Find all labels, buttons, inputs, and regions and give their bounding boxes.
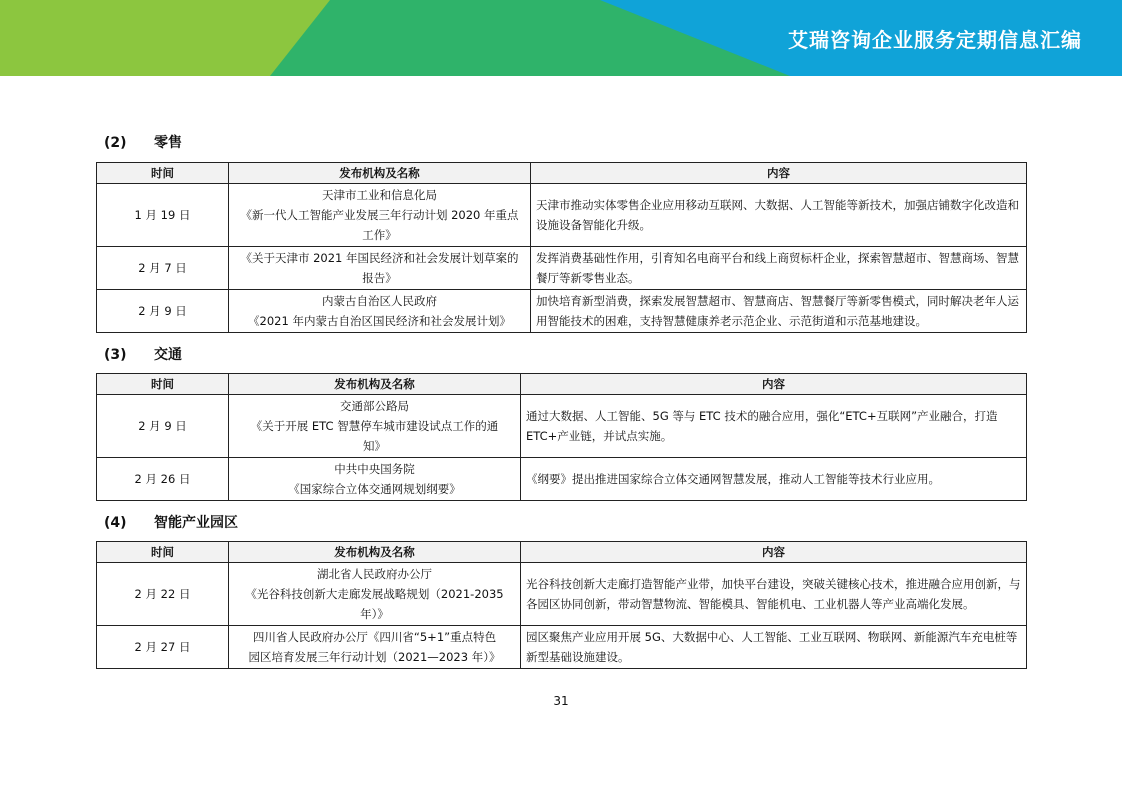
section-number: (4) — [104, 515, 127, 531]
section-number: (3) — [104, 347, 127, 363]
table-row — [97, 395, 1027, 458]
org-cell — [229, 563, 521, 626]
report-title: 艾瑞咨询企业服务定期信息汇编 — [788, 28, 1082, 52]
org-line: 工作》 — [362, 228, 397, 242]
column-header-date: 时间 — [97, 374, 229, 395]
column-header-content: 内容 — [521, 542, 1027, 563]
org-line: 《光谷科技创新大走廊发展战略规划（2021-2035 — [245, 587, 504, 601]
org-line: 湖北省人民政府办公厅 — [317, 567, 432, 581]
org-line: 园区培育发展三年行动计划（2021—2023 年）》 — [248, 650, 501, 664]
org-line: 中共中央国务院 — [334, 462, 415, 476]
date-cell: 2 月 22 日 — [97, 563, 229, 626]
org-line: 年）》 — [360, 607, 389, 621]
table-row — [97, 247, 1027, 290]
column-header-org: 发布机构及名称 — [229, 163, 531, 184]
header-banner — [0, 0, 1122, 76]
org-line: 《关于天津市 2021 年国民经济和社会发展计划草案的 — [240, 251, 519, 265]
date-cell: 2 月 26 日 — [97, 458, 229, 501]
transport-policy-table — [96, 373, 1027, 501]
content-cell: 园区聚焦产业应用开展 5G、大数据中心、人工智能、工业互联网、物联网、新能源汽车充电桩等新型基础设施建设。 — [521, 626, 1027, 669]
org-cell — [229, 247, 531, 290]
industrial-park-policy-table — [96, 541, 1027, 669]
section-title: 交通 — [154, 347, 182, 363]
org-cell — [229, 184, 531, 247]
date-cell: 2 月 9 日 — [97, 290, 229, 333]
date-cell: 1 月 19 日 — [97, 184, 229, 247]
content-cell: 加快培育新型消费，探索发展智慧超市、智慧商店、智慧餐厅等新零售模式，同时解决老年人运用智能技术的困难，支持智慧健康养老示范企业、示范街道和示范基地建设。 — [531, 290, 1027, 333]
date-cell: 2 月 9 日 — [97, 395, 229, 458]
section-title: 零售 — [154, 135, 182, 151]
org-cell — [229, 458, 521, 501]
org-line: 《新一代人工智能产业发展三年行动计划 2020 年重点 — [240, 208, 519, 222]
section-heading-retail — [104, 132, 182, 152]
org-cell — [229, 395, 521, 458]
table-header-row — [97, 374, 1027, 395]
content-cell: 《纲要》提出推进国家综合立体交通网智慧发展，推动人工智能等技术行业应用。 — [521, 458, 1027, 501]
org-line: 知》 — [363, 439, 386, 453]
content-cell: 光谷科技创新大走廊打造智能产业带，加快平台建设，突破关键核心技术，推进融合应用创新，与各园区协同创新，带动智慧物流、智能模具、智能机电、工业机器人等产业高端化发展。 — [521, 563, 1027, 626]
section-title: 智能产业园区 — [154, 515, 238, 531]
org-line: 四川省人民政府办公厅《四川省“5+1”重点特色 — [252, 630, 497, 644]
org-line: 天津市工业和信息化局 — [322, 188, 437, 202]
column-header-date: 时间 — [97, 163, 229, 184]
date-cell: 2 月 7 日 — [97, 247, 229, 290]
table-row — [97, 290, 1027, 333]
table-header-row — [97, 542, 1027, 563]
table-row — [97, 626, 1027, 669]
org-cell — [229, 626, 521, 669]
column-header-org: 发布机构及名称 — [229, 542, 521, 563]
section-heading-industrial-park — [104, 512, 238, 532]
org-line: 《关于开展 ETC 智慧停车城市建设试点工作的通 — [250, 419, 499, 433]
org-line: 《2021 年内蒙古自治区国民经济和社会发展计划》 — [248, 314, 511, 328]
content-cell: 天津市推动实体零售企业应用移动互联网、大数据、人工智能等新技术，加强店铺数字化改造和设施设备智能化升级。 — [531, 184, 1027, 247]
org-cell — [229, 290, 531, 333]
table-row — [97, 458, 1027, 501]
org-line: 《国家综合立体交通网规划纲要》 — [288, 482, 461, 496]
page-number: 31 — [553, 694, 569, 708]
table-header-row — [97, 163, 1027, 184]
column-header-content: 内容 — [521, 374, 1027, 395]
retail-policy-table — [96, 162, 1027, 333]
content-cell: 通过大数据、人工智能、5G 等与 ETC 技术的融合应用，强化“ETC+互联网”产业融合，打造 ETC+产业链，并试点实施。 — [521, 395, 1027, 458]
table-row — [97, 563, 1027, 626]
org-line: 交通部公路局 — [340, 399, 409, 413]
table-row — [97, 184, 1027, 247]
org-line: 报告》 — [362, 271, 397, 285]
column-header-date: 时间 — [97, 542, 229, 563]
content-cell: 发挥消费基础性作用，引育知名电商平台和线上商贸标杆企业，探索智慧超市、智慧商场、智慧餐厅等新零售业态。 — [531, 247, 1027, 290]
section-number: (2) — [104, 135, 127, 151]
column-header-org: 发布机构及名称 — [229, 374, 521, 395]
section-heading-transport — [104, 344, 182, 364]
date-cell: 2 月 27 日 — [97, 626, 229, 669]
org-line: 内蒙古自治区人民政府 — [322, 294, 437, 308]
column-header-content: 内容 — [531, 163, 1027, 184]
